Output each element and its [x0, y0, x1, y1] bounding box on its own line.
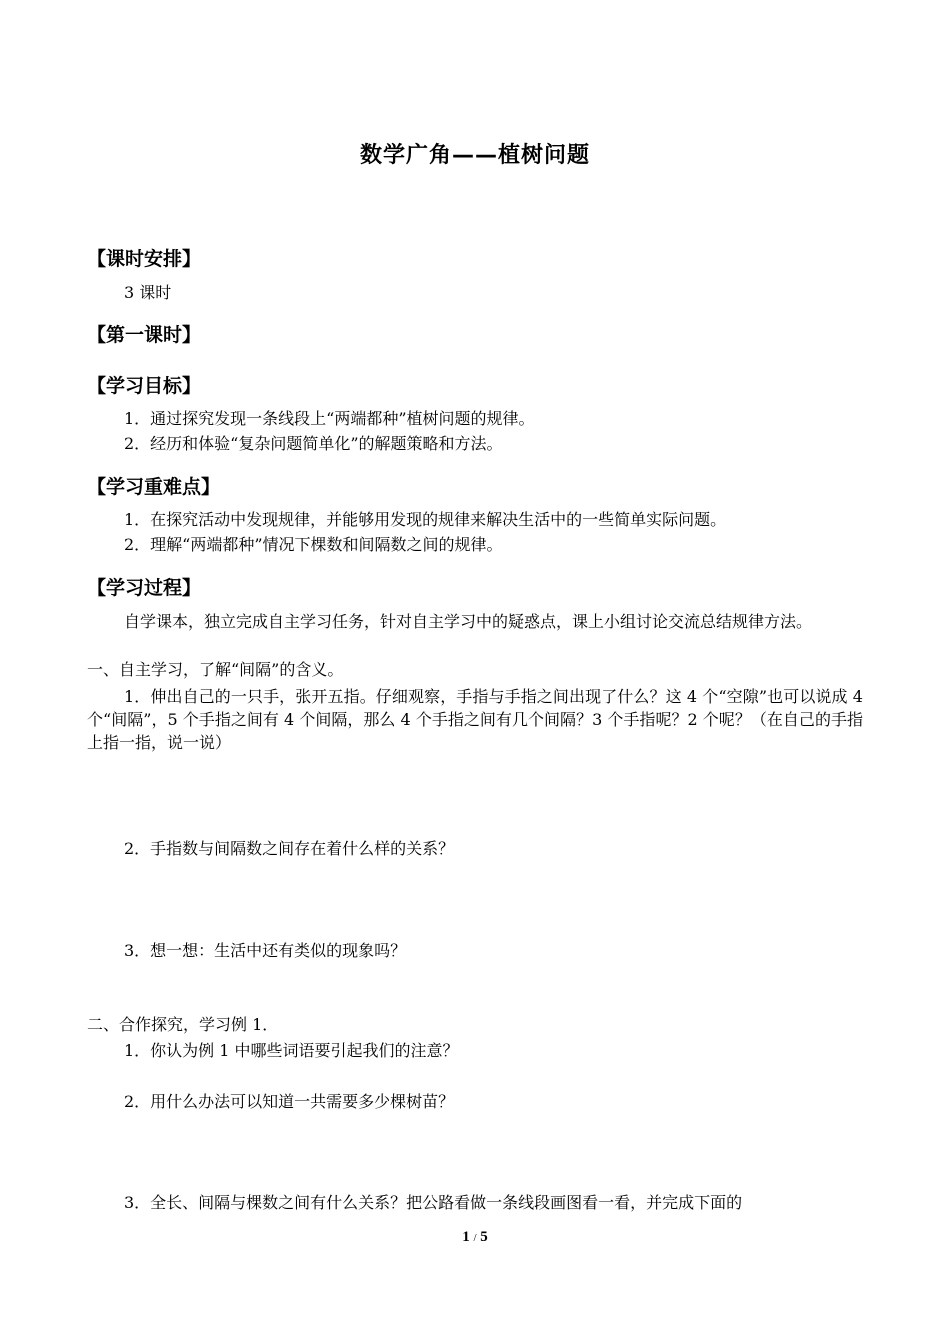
goals-heading: 【学习目标】	[87, 375, 202, 397]
current-page: 1	[462, 1229, 470, 1245]
process-heading: 【学习过程】	[87, 577, 202, 599]
goal-item-1: 1．通过探究发现一条线段上“两端都种”植树问题的规律。	[124, 409, 535, 428]
part1-title: 一、自主学习，了解“间隔”的含义。	[87, 660, 344, 679]
part1-question-3: 3．想一想：生活中还有类似的现象吗？	[124, 941, 407, 960]
total-pages: 5	[480, 1229, 488, 1245]
lesson-heading: 【第一课时】	[87, 324, 202, 346]
keypoints-heading: 【学习重难点】	[87, 476, 221, 498]
part1-question-2: 2．手指数与间隔数之间存在着什么样的关系？	[124, 839, 455, 858]
goal-item-2: 2．经历和体验“复杂问题简单化”的解题策略和方法。	[124, 434, 503, 453]
part2-title: 二、合作探究，学习例 1．	[87, 1015, 279, 1034]
keypoint-item-2: 2．理解“两端都种”情况下棵数和间隔数之间的规律。	[124, 535, 503, 554]
page-number	[0, 1229, 950, 1246]
page-separator: /	[473, 1232, 477, 1244]
part2-question-1: 1．你认为例 1 中哪些词语要引起我们的注意？	[124, 1041, 459, 1060]
schedule-heading: 【课时安排】	[87, 248, 202, 270]
process-intro: 自学课本，独立完成自主学习任务，针对自主学习中的疑惑点，课上小组讨论交流总结规律方法。	[124, 612, 813, 631]
part2-question-2: 2．用什么办法可以知道一共需要多少棵树苗？	[124, 1092, 455, 1111]
keypoint-item-1: 1．在探究活动中发现规律，并能够用发现的规律来解决生活中的一些简单实际问题。	[124, 510, 727, 529]
part2-question-3: 3．全长、间隔与棵数之间有什么关系？把公路看做一条线段画图看一看，并完成下面的	[124, 1193, 743, 1212]
part1-question-1: 1．伸出自己的一只手，张开五指。仔细观察，手指与手指之间出现了什么？这 4 个“空隙”也可以说成 4 个“间隔”，5 个手指之间有 4 个间隔，那么 4 个手指之间有几个间隔？3 个手指呢？2 个呢？（在自己的手指上指一指，说一说）	[87, 687, 863, 752]
document-title: 数学广角——植树问题	[359, 143, 590, 168]
schedule-text: 3 课时	[124, 283, 172, 302]
